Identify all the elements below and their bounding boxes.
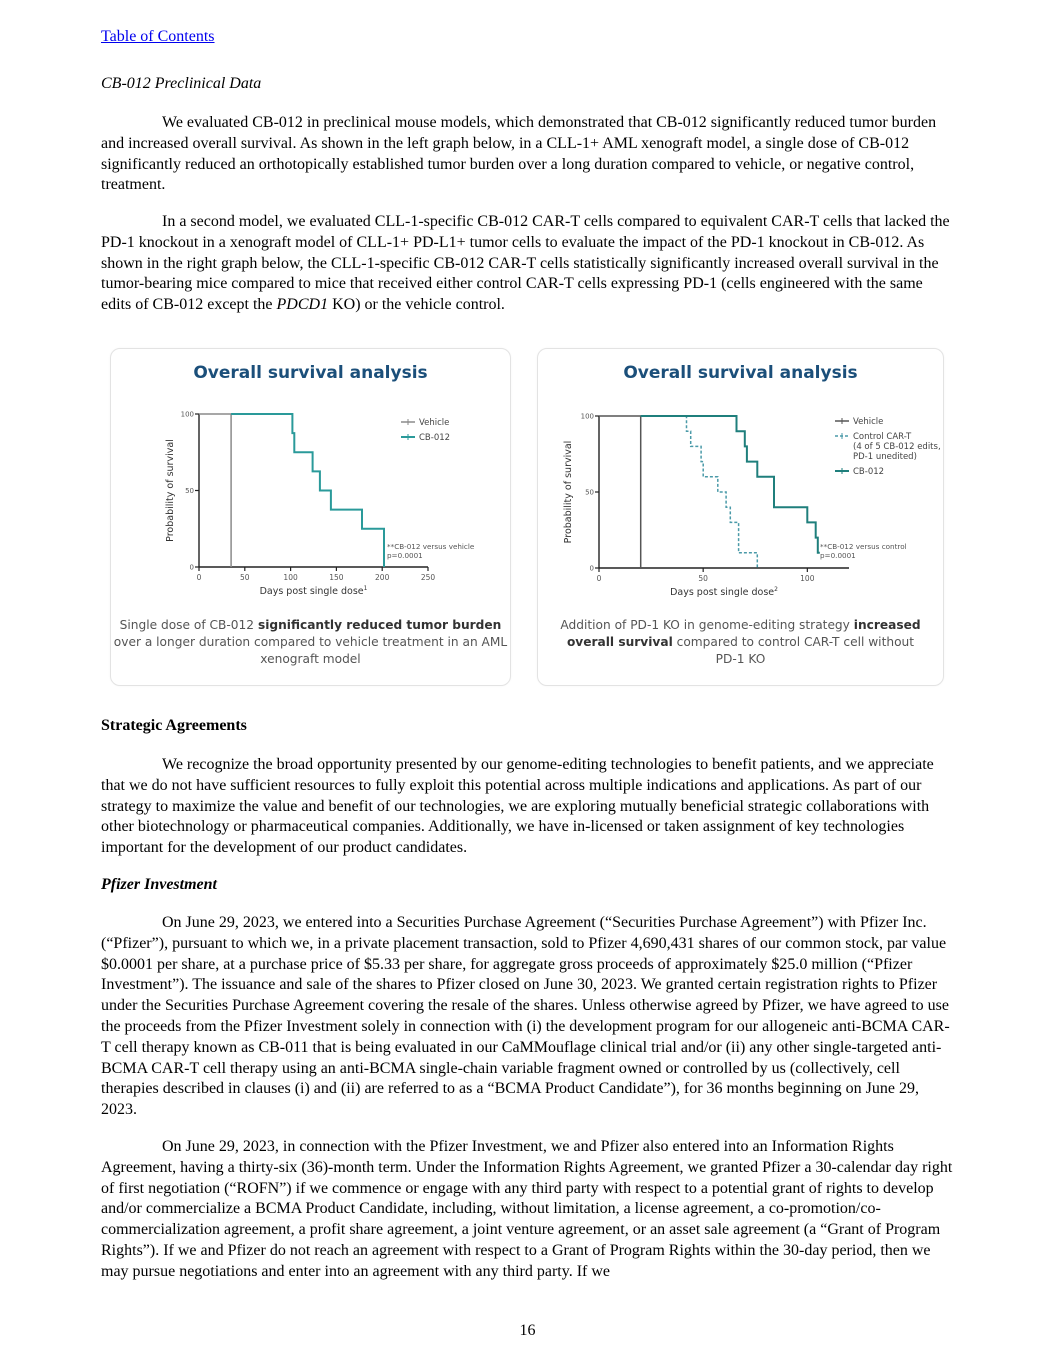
x-axis-label-superscript: 2	[774, 586, 778, 593]
x-axis-label-superscript: 1	[363, 585, 368, 592]
right-figure-card	[537, 348, 944, 686]
x-axis-label: Days post single dose$^1$	[259, 585, 368, 597]
pfizer-investment-heading: Pfizer Investment	[101, 876, 217, 893]
paragraph-text: KO) or the vehicle control.	[328, 296, 505, 314]
legend-label: (4 of 5 CB-012 edits,	[853, 442, 941, 452]
y-tick-label: 0	[589, 564, 594, 573]
series-line-cb-012	[641, 416, 820, 553]
intro-paragraph	[101, 113, 954, 196]
x-tick-label: 0	[596, 574, 602, 583]
legend-label: Control CAR-T	[853, 432, 912, 442]
figure-caption: Addition of PD-1 KO in genome-editing strategy increased overall survival compared to control CAR-T cell without PD-1 KO	[560, 618, 921, 666]
y-axis-label: Probability of survival	[165, 439, 176, 542]
significance-annotation: **CB-012 versus vehicle	[387, 542, 475, 551]
paragraph-text: In a second model, we evaluated CLL-1-specific CB-012 CAR-T cells compared to equivalent CAR-T cells that lacked the PD-1 knockout in a xenograft model of CLL-1+ PD-L1+ tumor cells to evaluate the impact of the PD-1 knockout in CB-012. As shown in the right graph below, the CLL-1-specific CB-012 CAR-T cells statistically significantly increased overall survival in the tumor-bearing mice compared to mice that received either control CAR-T cells expressing PD-1 (cells engineered with the same edits of CB-012 except the	[101, 213, 950, 314]
gene-name: PDCD1	[276, 296, 329, 314]
y-tick-label: 0	[189, 563, 194, 572]
legend-label: PD-1 unedited)	[853, 452, 917, 462]
x-tick-label: 50	[698, 574, 708, 583]
significance-annotation: **CB-012 versus control	[820, 542, 907, 551]
series-line-vehicle	[599, 416, 641, 568]
figure-caption: Single dose of CB-012 significantly reduced tumor burden over a longer duration compared to vehicle treatment in an AML xenograft model	[113, 618, 508, 666]
legend-label: Vehicle	[419, 418, 450, 428]
table-of-contents-link[interactable]: Table of Contents	[101, 28, 215, 45]
legend-label: CB-012	[419, 433, 451, 443]
x-tick-label: 100	[800, 574, 815, 583]
x-tick-label: 200	[375, 573, 390, 582]
x-tick-label: 150	[329, 573, 344, 582]
y-axis-label: Probability of survival	[563, 440, 574, 544]
x-tick-label: 50	[240, 573, 250, 582]
legend-label: Vehicle	[853, 417, 884, 427]
second-model-paragraph	[101, 212, 954, 316]
y-tick-label: 100	[580, 412, 594, 421]
left-survival-chart	[111, 349, 510, 609]
series-line-control-car-t-4-of-5-cb-012-edits-pd-1-unedited	[641, 416, 758, 568]
significance-annotation: p=0.0001	[820, 551, 856, 560]
page-number: 16	[519, 1322, 536, 1339]
significance-annotation: p=0.0001	[387, 551, 423, 560]
y-tick-label: 100	[180, 410, 194, 419]
right-survival-chart	[538, 349, 943, 609]
legend-label: CB-012	[853, 467, 885, 477]
series-line-cb-012	[231, 414, 384, 567]
x-axis-label: Days post single dose$^2$	[670, 586, 778, 598]
chart-title: Overall survival analysis	[193, 363, 428, 383]
y-tick-label: 50	[585, 488, 594, 497]
strategic-agreements-paragraph: We recognize the broad opportunity presented by our genome-editing technologies to benefit patients, and we appreciate that we do not have sufficient resources to fully exploit this potential across multiple indications and applications. As part of our strategy to maximize the value and benefit of our technologies, we are exploring mutually beneficial strategic collaborations with other biotechnology or pharmaceutical companies. Additionally, we have in-licensed or taken assignment of key technologies important for the development of our product candidates.	[101, 756, 934, 857]
series-line-vehicle	[199, 414, 231, 567]
strategic-agreements-heading: Strategic Agreements	[101, 717, 247, 734]
left-figure-card	[110, 348, 511, 686]
x-tick-label: 100	[283, 573, 298, 582]
pfizer-paragraph-1: On June 29, 2023, we entered into a Securities Purchase Agreement (“Securities Purchase Agreement”) with Pfizer Inc. (“Pfizer”), pursuant to which we, in a private placement transaction, sold to Pfizer 4,690,431 shares of our common stock, par value $0.0001 per share, at a purchase price of $5.33 per share, for aggregate gross proceeds of approximately $25.0 million (“Pfizer Investment”). The issuance and sale of the shares to Pfizer closed on June 30, 2023. We granted certain registration rights to Pfizer under the Securities Purchase Agreement covering the resale of the shares. Unless otherwise agreed by Pfizer, we have agreed to use the proceeds from the Pfizer Investment solely in connection with (i) the development program for our allogeneic anti-BCMA CAR-T cell therapy known as CB-011 that is being evaluated in our CaMMouflage clinical trial and/or (ii) any other single-targeted anti-BCMA CAR-T cell therapy using an anti-BCMA single-chain variable fragment owned or controlled by us (collectively, cell therapies described in clauses (i) and (ii) are referred to as a “BCMA Product Candidate”), for 36 months beginning on June 29, 2023.	[101, 914, 950, 1119]
section-title: CB-012 Preclinical Data	[101, 75, 262, 92]
x-tick-label: 0	[196, 573, 202, 582]
pfizer-paragraph-2: On June 29, 2023, in connection with the Pfizer Investment, we and Pfizer also entered into an Information Rights Agreement, having a thirty-six (36)-month term. Under the Information Rights Agreement, we granted Pfizer a 30-calendar day right of first negotiation (“ROFN”) if we commence or engage with any third party with respect to a potential grant of rights to develop and/or commercialize a BCMA Product Candidate, including, without limitation, a license agreement, a co-promotion/co-commercialization agreement, a profit share agreement, a joint venture agreement, or an asset sale agreement (a “Grant of Program Rights”). If we and Pfizer do not reach an agreement with respect to a Grant of Program Rights within the 30-day period, then we may pursue negotiations and enter into an agreement with any third party. If we	[101, 1138, 953, 1280]
chart-title: Overall survival analysis	[623, 363, 858, 383]
y-tick-label: 50	[185, 487, 194, 495]
paragraph-text: We evaluated CB-012 in preclinical mouse models, which demonstrated that CB-012 significantly reduced tumor burden and increased overall survival. As shown in the left graph below, in a CLL-1+ AML xenograft model, a single dose of CB-012 significantly reduced an orthotopically established tumor burden over a long duration compared to vehicle, or negative control, treatment.	[101, 114, 937, 194]
x-tick-label: 250	[420, 573, 436, 582]
